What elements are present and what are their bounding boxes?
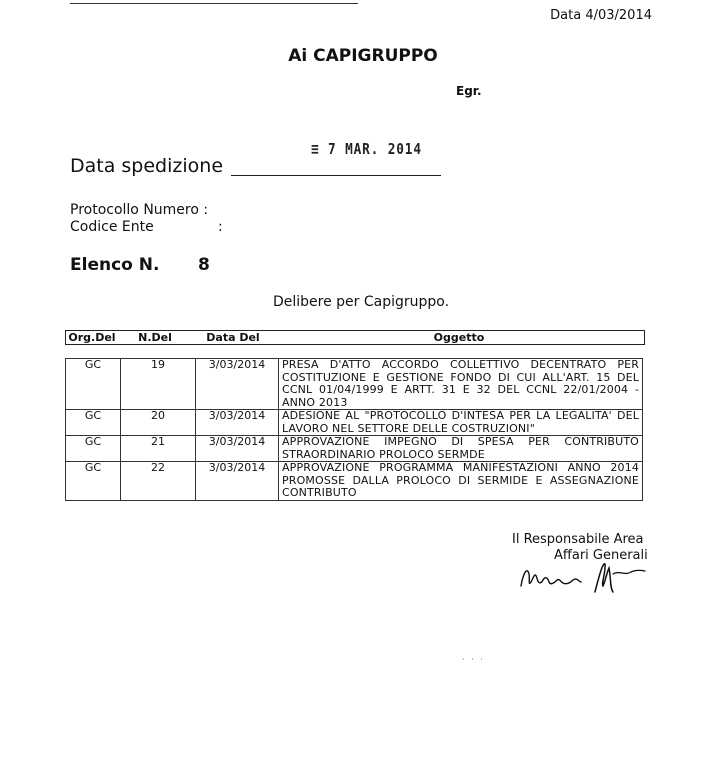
signatory-title: Il Responsabile Area (512, 532, 644, 547)
resolutions-table (65, 358, 643, 501)
top-rule (70, 3, 358, 4)
protocol-number-label: Protocollo Numero : (70, 202, 209, 218)
table-row (66, 462, 643, 501)
list-label: Elenco N. (70, 255, 160, 275)
cell-subject: PRESA D'ATTO ACCORDO COLLETTIVO DECENTRATO PER COSTITUZIONE E GESTIONE FONDO DI CUI ALL'ART. 15 DEL CCNL 01/04/1999 E ARTT. 31 E 32 DEL CCNL 22/01/2004 - ANNO 2013 (279, 359, 643, 410)
cell-subject: APPROVAZIONE IMPEGNO DI SPESA PER CONTRIBUTO STRAORDINARIO PROLOCO SERMDE (279, 436, 643, 462)
cell-number: 19 (121, 359, 196, 410)
cell-org: GC (66, 436, 121, 462)
received-date-stamp: ≡ 7 MAR. 2014 (311, 140, 422, 158)
cell-date: 3/03/2014 (196, 359, 279, 410)
table-row (66, 410, 643, 436)
document-date: Data 4/03/2014 (550, 8, 652, 23)
scan-speckles: · · · (462, 655, 485, 664)
cell-number: 20 (121, 410, 196, 436)
cell-date: 3/03/2014 (196, 436, 279, 462)
list-subtitle: Delibere per Capigruppo. (272, 294, 450, 310)
recipient-salutation: Egr. (456, 84, 482, 98)
cell-number: 22 (121, 462, 196, 501)
column-header-subject: Oggetto (433, 331, 485, 344)
shipping-date-field (231, 175, 441, 176)
entity-code-colon: : (218, 219, 223, 235)
cell-subject: ADESIONE AL "PROTOCOLLO D'INTESA PER LA LEGALITA' DEL LAVORO NEL SETTORE DELLE COSTRUZIONI" (279, 410, 643, 436)
cell-date: 3/03/2014 (196, 410, 279, 436)
cell-number: 21 (121, 436, 196, 462)
cell-date: 3/03/2014 (196, 462, 279, 501)
column-header-date: Data Del (206, 331, 260, 344)
list-number: 8 (198, 255, 210, 275)
table-row (66, 359, 643, 410)
signatory-department: Affari Generali (554, 548, 648, 563)
column-header-org: Org.Del (68, 331, 116, 344)
column-header-number: N.Del (138, 331, 172, 344)
entity-code-label: Codice Ente (70, 219, 154, 235)
cell-org: GC (66, 410, 121, 436)
table-header (65, 330, 645, 345)
cell-org: GC (66, 359, 121, 410)
cell-org: GC (66, 462, 121, 501)
handwritten-signature (515, 552, 647, 596)
page-title: Ai CAPIGRUPPO (288, 46, 438, 66)
cell-subject: APPROVAZIONE PROGRAMMA MANIFESTAZIONI ANNO 2014 PROMOSSE DALLA PROLOCO DI SERMIDE E ASSEGNAZIONE CONTRIBUTO (279, 462, 643, 501)
table-row (66, 436, 643, 462)
shipping-date-label: Data spedizione (70, 155, 224, 177)
